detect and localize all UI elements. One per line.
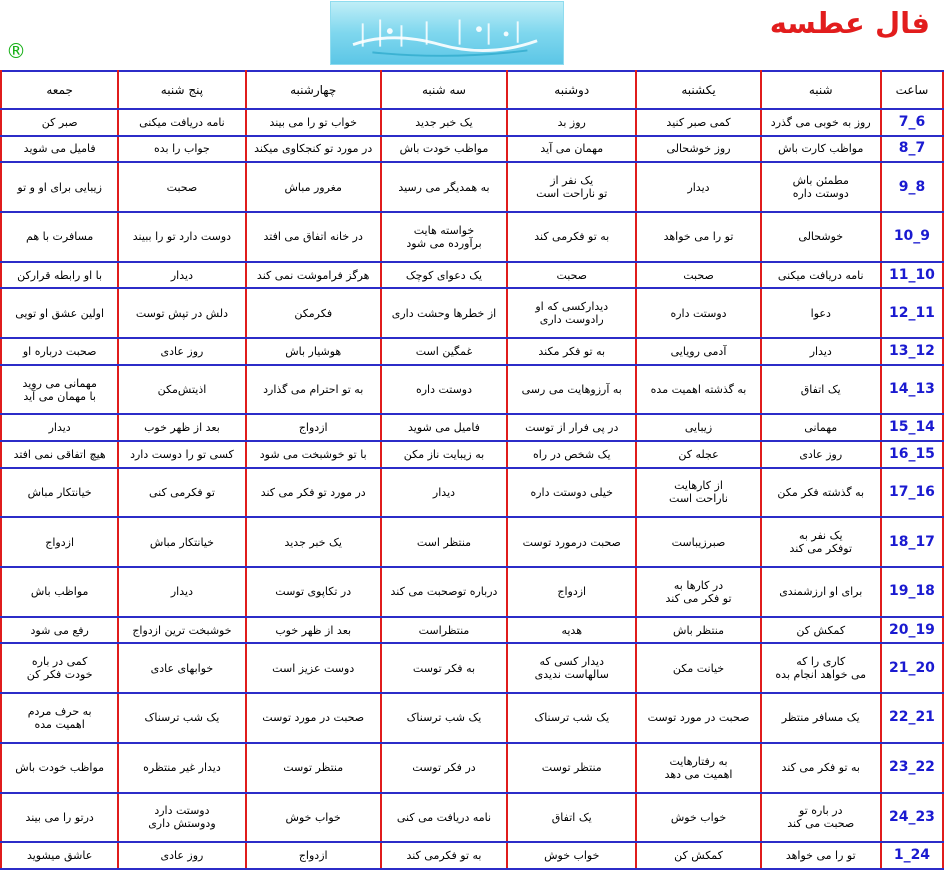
- fortune-cell: در تکاپوی توست: [246, 567, 381, 617]
- page-title: فال عطسه: [769, 6, 930, 40]
- hour-range-cell: 10_11: [881, 262, 943, 289]
- fortune-cell: دلش در تپش توست: [118, 288, 245, 338]
- table-row: [1, 414, 943, 441]
- fortune-cell: مطمئن باش دوستت داره: [761, 162, 881, 212]
- fortune-cell: خوشحالی: [761, 212, 881, 262]
- fortune-cell: کمکش کن: [636, 842, 760, 869]
- fortune-cell: آدمی رویایی: [636, 338, 760, 365]
- fortune-cell: کاری را که می خواهد انجام بده: [761, 643, 881, 693]
- fortune-cell: مهمانی: [761, 414, 881, 441]
- fortune-cell: به گذشته اهمیت مده: [636, 365, 760, 415]
- fortune-cell: به تو فکرمی کند: [381, 842, 507, 869]
- fortune-cell: تو فکرمی کنی: [118, 468, 245, 518]
- fortune-cell: نامه دریافت می کنی: [381, 793, 507, 843]
- fortune-cell: خواب تو را می بیند: [246, 109, 381, 136]
- fortune-cell: یک دعوای کوچک: [381, 262, 507, 289]
- fortune-cell: ازدواج: [1, 517, 118, 567]
- hour-range-cell: 17_18: [881, 517, 943, 567]
- fortune-cell: مواظب خودت باش: [1, 743, 118, 793]
- fortune-cell: مواظب کارت باش: [761, 136, 881, 163]
- fortune-cell: کسی تو را دوست دارد: [118, 441, 245, 468]
- fortune-cell: غمگین است: [381, 338, 507, 365]
- hour-range-cell: 21_22: [881, 693, 943, 743]
- hour-range-cell: 15_16: [881, 441, 943, 468]
- fortune-cell: مواظب خودت باش: [381, 136, 507, 163]
- fortune-cell: زیبایی برای او و تو: [1, 162, 118, 212]
- table-row: [1, 693, 943, 743]
- fortune-cell: دیدار: [118, 567, 245, 617]
- fortune-cell: صحبت در مورد توست: [636, 693, 760, 743]
- fortune-cell: دوستت داره: [636, 288, 760, 338]
- fortune-cell: خوابهای عادی: [118, 643, 245, 693]
- fortune-cell: در مورد تو فکر می کند: [246, 468, 381, 518]
- hour-range-cell: 13_14: [881, 365, 943, 415]
- fortune-cell: یک شب ترسناک: [118, 693, 245, 743]
- hour-range-cell: 19_20: [881, 617, 943, 644]
- fortune-cell: منتظر باش: [636, 617, 760, 644]
- fortune-cell: روز عادی: [761, 441, 881, 468]
- fortune-cell: یک نفر به توفکر می کند: [761, 517, 881, 567]
- fortune-cell: دیدار غیر منتظره: [118, 743, 245, 793]
- hour-range-cell: 22_23: [881, 743, 943, 793]
- fortune-cell: دوستت داره: [381, 365, 507, 415]
- fortune-cell: مهمانی می روید با مهمان می آید: [1, 365, 118, 415]
- fortune-cell: روز بد: [507, 109, 636, 136]
- fortune-cell: صحبت در مورد توست: [246, 693, 381, 743]
- fortune-cell: روز خوشحالی: [636, 136, 760, 163]
- column-header-day: جمعه: [1, 71, 118, 109]
- table-row: [1, 567, 943, 617]
- sneeze-fortune-table: [0, 70, 944, 870]
- hour-range-cell: 14_15: [881, 414, 943, 441]
- hour-range-cell: 8_9: [881, 162, 943, 212]
- table-row: [1, 212, 943, 262]
- table-row: [1, 288, 943, 338]
- fortune-cell: دیدار: [118, 262, 245, 289]
- hour-range-cell: 11_12: [881, 288, 943, 338]
- column-header-day: سه شنبه: [381, 71, 507, 109]
- fortune-cell: مغرور مباش: [246, 162, 381, 212]
- table-row: [1, 793, 943, 843]
- fortune-cell: یک خبر جدید: [246, 517, 381, 567]
- fortune-cell: خوشبخت ترین ازدواج: [118, 617, 245, 644]
- fortune-cell: خیلی دوستت داره: [507, 468, 636, 518]
- fortune-cell: بعد از ظهر خوب: [118, 414, 245, 441]
- fortune-cell: به رفتارهایت اهمیت می دهد: [636, 743, 760, 793]
- column-header-day: یکشنبه: [636, 71, 760, 109]
- fortune-cell: تو را می خواهد: [761, 842, 881, 869]
- column-header-day: دوشنبه: [507, 71, 636, 109]
- fortune-cell: در کارها به تو فکر می کند: [636, 567, 760, 617]
- fortune-cell: خواسته هایت برآورده می شود: [381, 212, 507, 262]
- calligraphy-graphic: [331, 2, 563, 64]
- fortune-cell: منتظر توست: [246, 743, 381, 793]
- fortune-cell: منتظر توست: [507, 743, 636, 793]
- fortune-cell: یک اتفاق: [507, 793, 636, 843]
- fortune-cell: یک شب ترسناک: [507, 693, 636, 743]
- table-row: [1, 109, 943, 136]
- column-header-hour: ساعت: [881, 71, 943, 109]
- fortune-cell: کمی صبر کنید: [636, 109, 760, 136]
- header-row: [1, 71, 943, 109]
- fortune-cell: هرگز فراموشت نمی کند: [246, 262, 381, 289]
- fortune-cell: مواظب باش: [1, 567, 118, 617]
- fortune-cell: خیانتکار مباش: [1, 468, 118, 518]
- fortune-cell: زیبایی: [636, 414, 760, 441]
- hour-range-cell: 6_7: [881, 109, 943, 136]
- hour-range-cell: 7_8: [881, 136, 943, 163]
- column-header-day: شنبه: [761, 71, 881, 109]
- fortune-cell: به تو احترام می گذارد: [246, 365, 381, 415]
- fortune-cell: در مورد تو کنجکاوی میکند: [246, 136, 381, 163]
- fortune-cell: یک شخص در راه: [507, 441, 636, 468]
- fortune-cell: دیدار: [381, 468, 507, 518]
- fortune-cell: به گذشته فکر مکن: [761, 468, 881, 518]
- fortune-cell: از خطرها وحشت داری: [381, 288, 507, 338]
- fortune-cell: خیانت مکن: [636, 643, 760, 693]
- fortune-cell: فکرمکن: [246, 288, 381, 338]
- fortune-cell: صبرزیباست: [636, 517, 760, 567]
- fortune-cell: برای او ارزشمندی: [761, 567, 881, 617]
- fortune-cell: هیچ اتفاقی نمی افتد: [1, 441, 118, 468]
- fortune-cell: درباره توصحبت می کند: [381, 567, 507, 617]
- fortune-cell: نامه دریافت میکنی: [118, 109, 245, 136]
- fortune-cell: دیدار: [761, 338, 881, 365]
- fortune-cell: دوست عزیز است: [246, 643, 381, 693]
- fortune-cell: به همدیگر می رسید: [381, 162, 507, 212]
- fortune-cell: دوست دارد تو را ببیند: [118, 212, 245, 262]
- fortune-cell: صحبت درباره او: [1, 338, 118, 365]
- fortune-cell: در باره تو صحبت می کند: [761, 793, 881, 843]
- fortune-cell: خواب خوش: [246, 793, 381, 843]
- fortune-cell: روز به خوبی می گذرد: [761, 109, 881, 136]
- fortune-cell: نامه دریافت میکنی: [761, 262, 881, 289]
- column-header-day: چهارشنبه: [246, 71, 381, 109]
- fortune-cell: صحبت: [507, 262, 636, 289]
- fortune-cell: کمکش کن: [761, 617, 881, 644]
- table-row: [1, 743, 943, 793]
- fortune-cell: یک اتفاق: [761, 365, 881, 415]
- fortune-cell: به زیبایت ناز مکن: [381, 441, 507, 468]
- fortune-cell: خواب خوش: [636, 793, 760, 843]
- hour-range-cell: 24_1: [881, 842, 943, 869]
- fortune-cell: منتظر است: [381, 517, 507, 567]
- fortune-cell: فامیل می شوید: [1, 136, 118, 163]
- fortune-cell: درتو را می بیند: [1, 793, 118, 843]
- fortune-cell: صحبت: [636, 262, 760, 289]
- table-row: [1, 262, 943, 289]
- fortune-cell: در خانه اتفاق می افتد: [246, 212, 381, 262]
- fortune-cell: به تو فکرمی کند: [507, 212, 636, 262]
- table-row: [1, 842, 943, 869]
- fortune-cell: به تو فکر می کند: [761, 743, 881, 793]
- fortune-cell: مسافرت با هم: [1, 212, 118, 262]
- fortune-cell: هدیه: [507, 617, 636, 644]
- hour-range-cell: 12_13: [881, 338, 943, 365]
- fortune-cell: منتظراست: [381, 617, 507, 644]
- column-header-day: پنج شنبه: [118, 71, 245, 109]
- fortune-cell: بعد از ظهر خوب: [246, 617, 381, 644]
- table-row: [1, 617, 943, 644]
- fortune-cell: به فکر توست: [381, 643, 507, 693]
- fortune-cell: با تو خوشبخت می شود: [246, 441, 381, 468]
- fortune-cell: یک شب ترسناک: [381, 693, 507, 743]
- table-row: [1, 365, 943, 415]
- fortune-cell: ازدواج: [246, 842, 381, 869]
- hour-range-cell: 16_17: [881, 468, 943, 518]
- hour-range-cell: 23_24: [881, 793, 943, 843]
- hour-range-cell: 18_19: [881, 567, 943, 617]
- fortune-cell: از کارهایت ناراحت است: [636, 468, 760, 518]
- fortune-cell: فامیل می شوید: [381, 414, 507, 441]
- fortune-cell: روز عادی: [118, 338, 245, 365]
- table-row: [1, 468, 943, 518]
- fortune-cell: ازدواج: [507, 567, 636, 617]
- fortune-cell: اولین عشق او تویی: [1, 288, 118, 338]
- table-row: [1, 517, 943, 567]
- fortune-cell: جواب را بده: [118, 136, 245, 163]
- fortune-cell: دوستت دارد ودوستش داری: [118, 793, 245, 843]
- registered-mark-icon: ®: [6, 39, 26, 63]
- fortune-cell: خواب خوش: [507, 842, 636, 869]
- fortune-cell: به آرزوهایت می رسی: [507, 365, 636, 415]
- bismillah-banner: [330, 1, 564, 65]
- table-row: [1, 441, 943, 468]
- fortune-cell: به تو فکر مکند: [507, 338, 636, 365]
- table-row: [1, 643, 943, 693]
- fortune-cell: در پی فرار از توست: [507, 414, 636, 441]
- fortune-cell: ازدواج: [246, 414, 381, 441]
- fortune-cell: صحبت درمورد توست: [507, 517, 636, 567]
- fortune-cell: عاشق میشوید: [1, 842, 118, 869]
- fortune-cell: یک مسافر منتظر: [761, 693, 881, 743]
- fortune-cell: رفع می شود: [1, 617, 118, 644]
- fortune-cell: یک نفر از تو ناراحت است: [507, 162, 636, 212]
- fortune-cell: روز عادی: [118, 842, 245, 869]
- fortune-cell: دیدارکسی که او رادوست داری: [507, 288, 636, 338]
- fortune-cell: عجله کن: [636, 441, 760, 468]
- fortune-cell: مهمان می آید: [507, 136, 636, 163]
- hour-range-cell: 20_21: [881, 643, 943, 693]
- table-row: [1, 338, 943, 365]
- fortune-cell: در فکر توست: [381, 743, 507, 793]
- fortune-cell: کمی در باره خودت فکر کن: [1, 643, 118, 693]
- fortune-cell: هوشیار باش: [246, 338, 381, 365]
- fortune-cell: صبر کن: [1, 109, 118, 136]
- fortune-cell: اذیتش‌مکن: [118, 365, 245, 415]
- fortune-cell: دیدار: [1, 414, 118, 441]
- fortune-cell: خیانتکار مباش: [118, 517, 245, 567]
- table-row: [1, 136, 943, 163]
- fortune-cell: دعوا: [761, 288, 881, 338]
- fortune-cell: تو را می خواهد: [636, 212, 760, 262]
- fortune-cell: با او رابطه قرارکن: [1, 262, 118, 289]
- fortune-cell: دیدار: [636, 162, 760, 212]
- fortune-cell: دیدار کسی که سالهاست ندیدی: [507, 643, 636, 693]
- fortune-cell: به حرف مردم اهمیت مده: [1, 693, 118, 743]
- table-row: [1, 162, 943, 212]
- fortune-cell: یک خبر جدید: [381, 109, 507, 136]
- fortune-cell: صحبت: [118, 162, 245, 212]
- hour-range-cell: 9_10: [881, 212, 943, 262]
